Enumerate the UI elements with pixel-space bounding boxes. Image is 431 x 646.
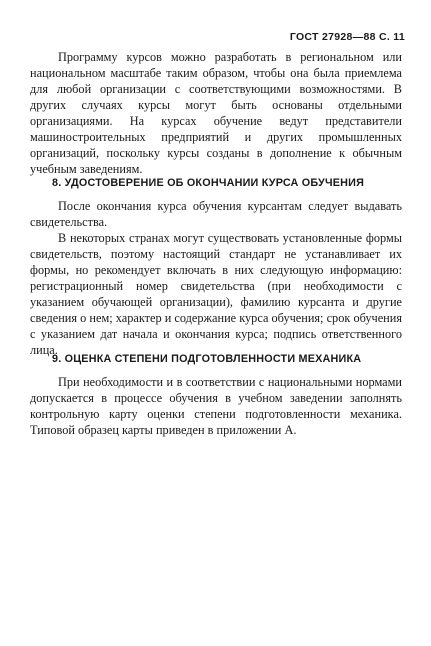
section-9-heading: 9. ОЦЕНКА СТЕПЕНИ ПОДГОТОВЛЕННОСТИ МЕХАНИКА xyxy=(52,353,362,365)
page-header-standard-ref: ГОСТ 27928—88 С. 11 xyxy=(289,31,405,43)
section-9-paragraph-1: При необходимости и в соответствии с национальными нормами допускается в процессе обучения в учебном заведении заполнять контрольную карту оценки степени подготовленности механика. Типовой образец карты приведен в приложении А. xyxy=(30,375,402,437)
section-8-paragraph-2: В некоторых странах могут существовать установленные формы свидетельств, поэтому настоящий стандарт не устанавливает их формы, но рекомендует включать в них следующую информацию: регистрационный номер свидетельства (при необходимости с указанием обучающей организации), фамилию курсанта и другие сведения о нем; характер и содержание курса обучения; срок обучения с указанием дат начала и окончания курса; подпись ответственного лица. xyxy=(30,231,402,357)
section-8-heading: 8. УДОСТОВЕРЕНИЕ ОБ ОКОНЧАНИИ КУРСА ОБУЧЕНИЯ xyxy=(52,177,365,189)
intro-paragraph: Программу курсов можно разработать в региональном или национальном масштабе таким образом, чтобы она была приемлема для любой организации с соответствующими возможностями. В других случаях курсы могут быть основаны отдельными организациями. На курсах обучение ведут представители машиностроительных предприятий и других промышленных организаций, поскольку курсы созданы в дополнение к обычным учебным заведениям. xyxy=(30,50,402,176)
section-8-paragraph-1: После окончания курса обучения курсантам следует выдавать свидетельства. xyxy=(30,199,402,229)
